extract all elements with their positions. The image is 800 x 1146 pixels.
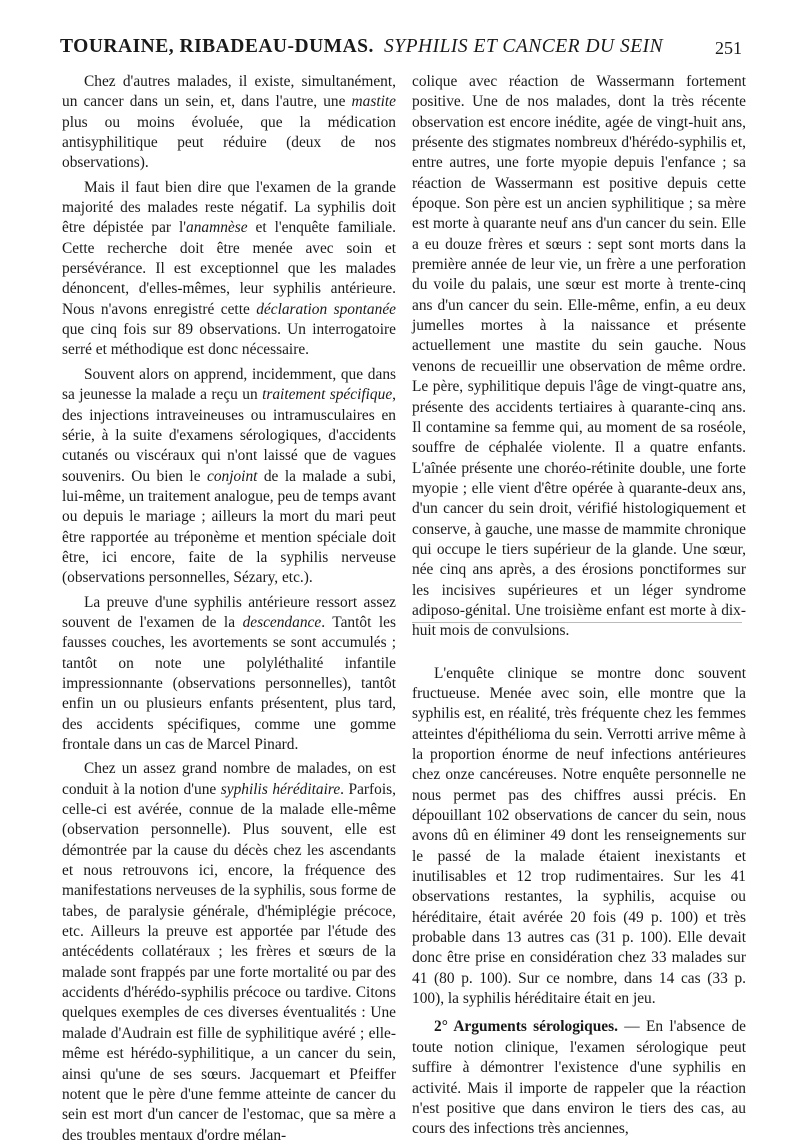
paragraph-enquete-clinique: L'enquête clinique se montre donc souvent fructueuse. Menée avec soin, elle montre que la syphilis est, en réalité, très fréquente chez les femmes atteintes d'épithélioma du sein. Verrotti arrive même à la proportion énorme de neuf infections antérieures chez onze cancéreuses. Notre enquête personnelle ne nous permet pas des chiffres aussi précis. En dépouillant 102 observations de cancer du sein, nous avons dû en éliminer 49 dont les renseignements sur le passé de la malade étaient inexistants et inutilisables et 12 trop rudimentaires. Sur les 41 observations restantes, la syphilis, acquise ou héréditaire, était avérée 20 fois (49 p. 100) et très probable dans 13 autres cas (31 p. 100). Elle devait donc être prise en considération chez 33 malades sur 41 (80 p. 100). Sur ce nombre, dans 14 cas (33 p. 100), la syphilis héréditaire était en jeu. (412, 664, 746, 1008)
paragraph-arguments-serologiques: 2° Arguments sérologiques. — En l'absence de toute notion clinique, l'examen sérologique peut suffire à démontrer l'existence d'une syphilis en activité. Mais il importe de rappeler que la réaction n'est positive que dans environ le tiers des cas, au cours des infections très anciennes, (412, 1018, 746, 1138)
paragraph-anamnese: Mais il faut bien dire que l'examen de la grande majorité des malades reste négatif. La syphilis doit être dépistée par l'anamnèse et l'enquête familiale. Cette recherche doit être menée avec soin et persévérance. Il est exceptionnel que les malades dénoncent, d'elles-mêmes, leur syphilis antérieure. Nous n'avons enregistré cette déclaration spontanée que cinq fois sur 89 observations. Un interrogatoire serré et méthodique est donc nécessaire. (62, 178, 396, 359)
running-header (60, 36, 742, 76)
left-column (62, 72, 396, 1146)
paragraph-observations: colique avec réaction de Wassermann fortement positive. Une de nos malades, dont la très récente observation est encore inédite, agée de vingt-huit ans, présente des stigmates nombreux d'hérédo-syphilis et, entre autres, une forte myopie depuis l'enfance ; sa réaction de Wassermann est positive depuis cette époque. Son père est un ancien syphilitique ; sa mère est morte à quarante neuf ans d'un cancer du sein. Elle a eu douze frères et sœurs : sept sont morts dans la première année de leur vie, un frère a une perforation du voile du palais, une sœur est morte à trente-cinq ans d'un cancer du sein. Elle-même, enfin, a eu deux jumelles mortes à la naissance et présente actuellement une mastite du sein gauche. Nous venons de recueillir une observation de même ordre. Le père, syphilitique depuis l'âge de vingt-quatre ans, présente des accidents tertiaires à quarante-cinq ans. Il contamine sa femme qui, au moment de sa roséole, souffre de céphalée violente. Il a quatre enfants. L'aînée présente une choréo-rétinite double, une forte myopie ; elle vient d'être opérée à quarante-deux ans, d'un cancer du sein droit, vérifié histologiquement et conserve, à gauche, une masse de mammite chronique qui occupe le tiers supérieur de la glande. Une sœur, née cinq ans après, a des érosions ponctiformes sur les incisives supérieures et un léger syndrome adiposo-génital. Une troisième enfant est morte à dix-huit mois de convulsions. (412, 73, 746, 640)
header-title: SYPHILIS ET CANCER DU SEIN (384, 36, 664, 57)
paragraph-heredite: Chez un assez grand nombre de malades, on est conduit à la notion d'une syphilis héréditaire. Parfois, celle-ci est avérée, connue de la malade elle-même (observation personnelle). Plus souvent, elle est démontrée par la cause du décès chez les ascendants et nous retrouvons ici, encore, la fréquence des manifestations nerveuses de la syphilis, sous forme de tabes, de paralysie générale, d'hémiplégie précoce, etc. Ailleurs la preuve est apportée par l'étude des antécédents collatéraux ; les frères et sœurs de la malade sont frappés par une forte mortalité ou par des accidents d'hérédo-syphilis précoce ou tardive. Citons quelques exemples de ces diverses éventualités : Une malade d'Audrain est fille de syphilitique avéré ; elle-même est hérédo-syphilitique, a un cancer du sein, ainsi qu'une de ses sœurs. Jacquemart et Pfeiffer notent que le père d'une femme atteinte de cancer du sein est mort d'un cancer de l'estomac, que sa mère a des troubles mentaux d'ordre mélan- (62, 760, 396, 1144)
header-authors: TOURAINE, RIBADEAU-DUMAS. (60, 36, 374, 57)
section-heading: 2° Arguments sérologiques. (434, 1018, 618, 1036)
paragraph-traitement: Souvent alors on apprend, incidemment, que dans sa jeunesse la malade a reçu un traitement spécifique, des injections intraveineuses ou intramusculaires en série, à la suite d'examens sérologiques, d'accidents cutanés ou viscéraux qui n'ont laissé que de vagues souvenirs. Ou bien le conjoint de la malade a subi, lui-même, un traitement analogue, peu de temps avant ou depuis le mariage ; ailleurs la mort du mari peut être rapportée au tréponème et mention spéciale doit être, ici encore, faite de la syphilis nerveuse (observations personnelles, Sézary, etc.). (62, 365, 397, 587)
right-column (412, 72, 746, 1140)
page-number: 251 (715, 38, 742, 58)
paragraph-descendance: La preuve d'une syphilis antérieure ressort assez souvent de l'examen de la descendance. Tantôt les fausses couches, les avortements se sont accumulés ; tantôt on note une polyléthalité infantile impressionnante (observations personnelles), tantôt enfin un ou plusieurs enfants présentent, plus tard, des accidents spécifiques, comme une gomme frontale dans un cas de Marcel Pinard. (62, 593, 396, 753)
section-divider (412, 622, 742, 623)
paragraph-mastite: Chez d'autres malades, il existe, simultanément, un cancer dans un sein, et, dans l'autre, une mastite plus ou moins évoluée, que la médication antisyphilitique peut réduire (deux de nos observations). (62, 73, 396, 172)
